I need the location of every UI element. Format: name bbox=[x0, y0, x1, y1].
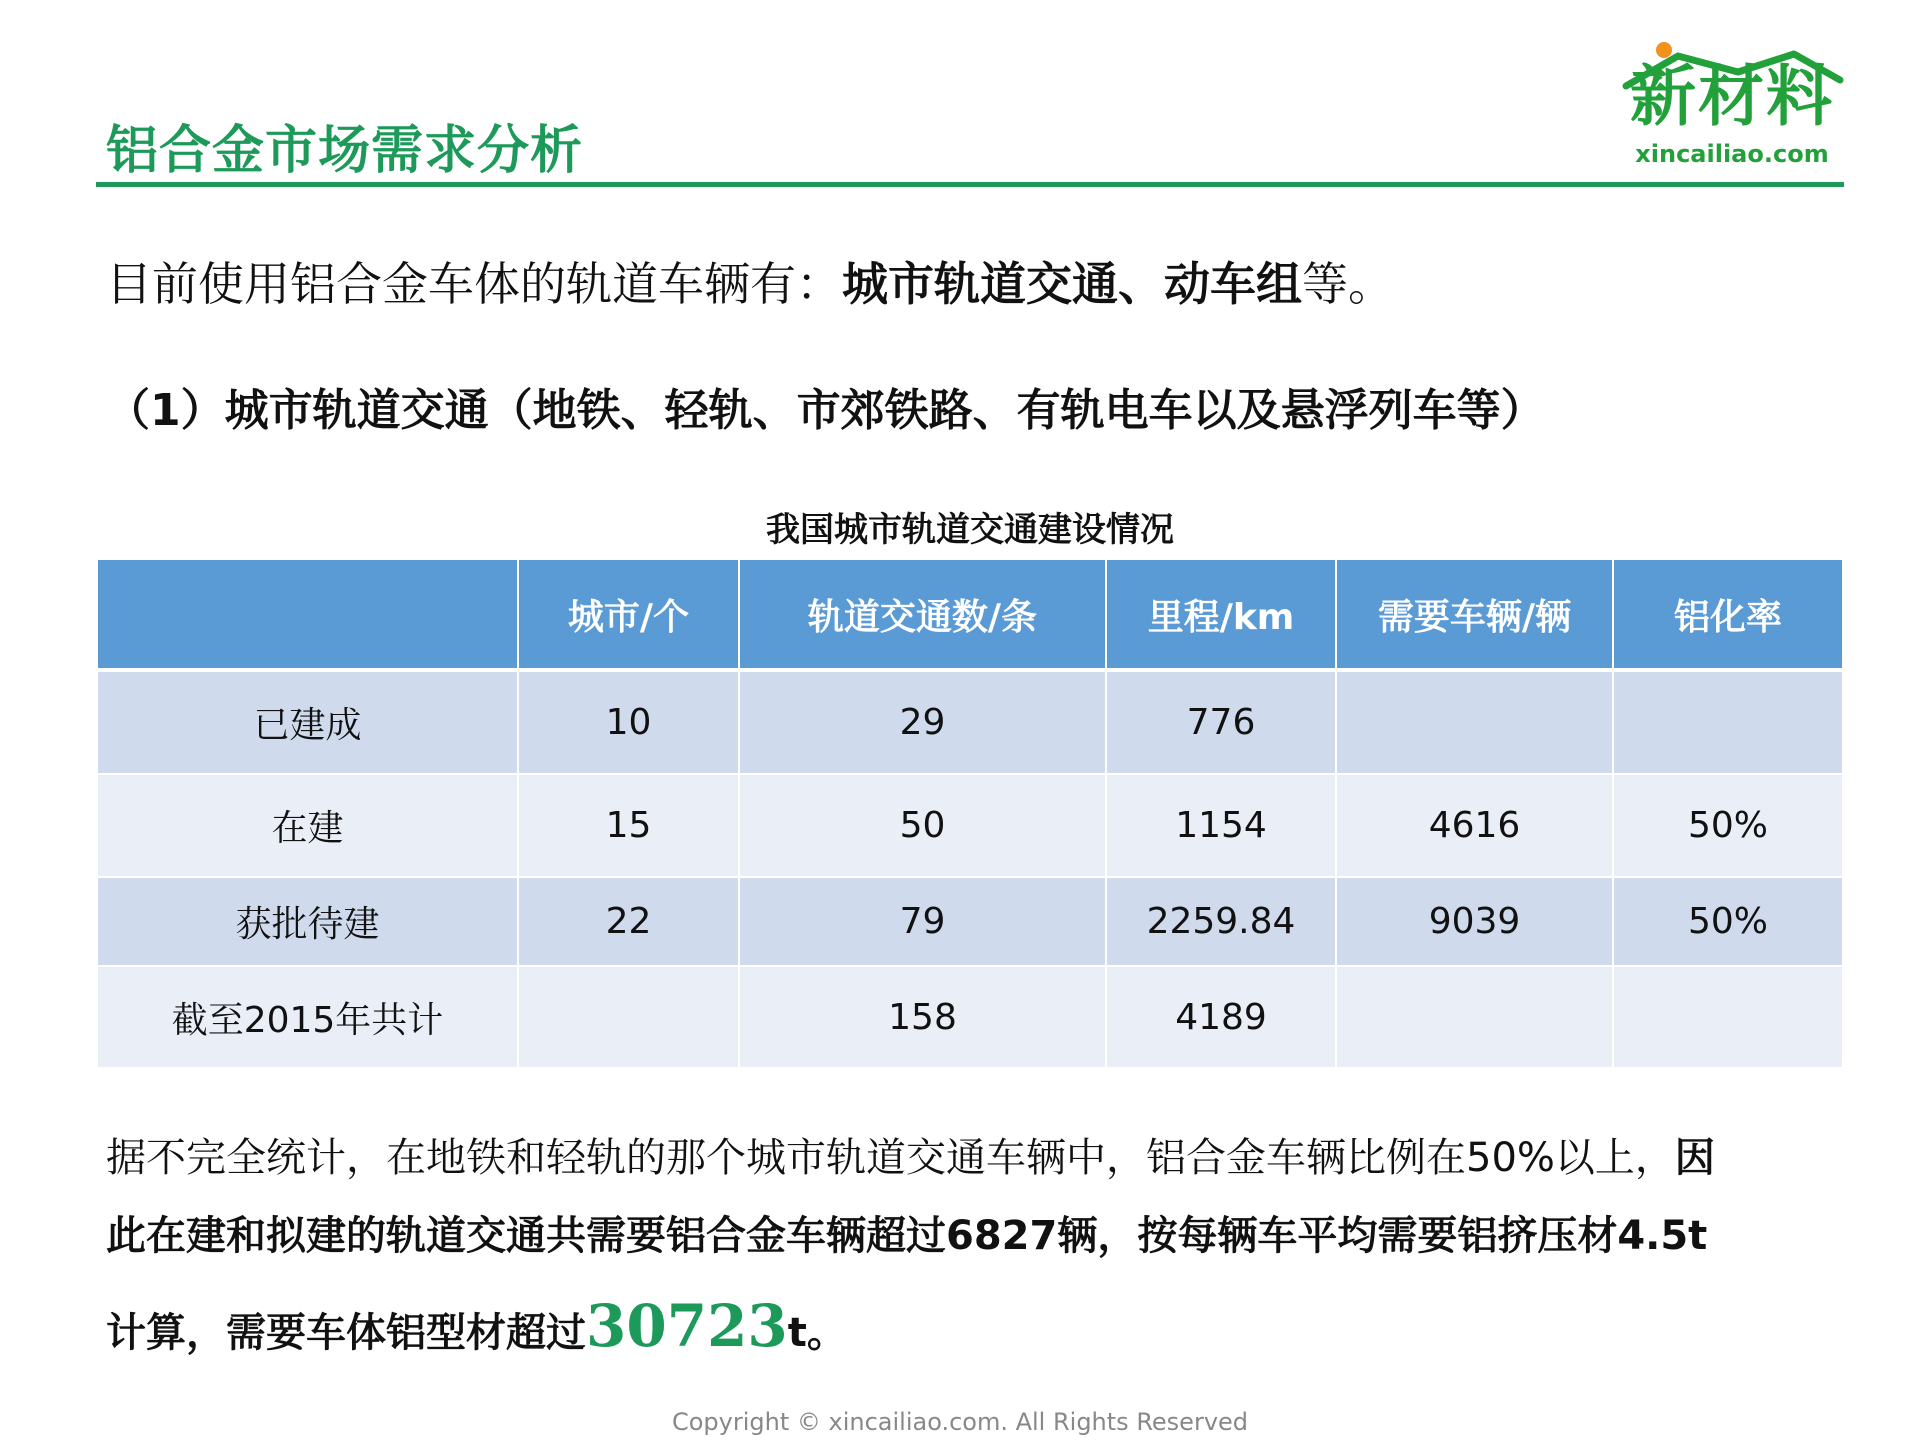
row-label: 获批待建 bbox=[97, 877, 518, 966]
intro-suffix: 等。 bbox=[1302, 257, 1394, 311]
row-label: 在建 bbox=[97, 774, 518, 877]
table-cell bbox=[1613, 670, 1843, 774]
summary-paragraph bbox=[106, 1130, 1836, 1366]
column-header: 轨道交通数/条 bbox=[739, 560, 1106, 670]
paragraph-line-3-prefix: 计算，需要车体铝型材超过 bbox=[106, 1310, 586, 1356]
table-cell: 50% bbox=[1613, 877, 1843, 966]
table-cell: 29 bbox=[739, 670, 1106, 774]
paragraph-line-2: 此在建和拟建的轨道交通共需要铝合金车辆超过6827辆，按每辆车平均需要铝挤压材4.5t bbox=[106, 1213, 1708, 1259]
intro-prefix: 目前使用铝合金车体的轨道车辆有： bbox=[106, 257, 842, 311]
row-label: 截至2015年共计 bbox=[97, 966, 518, 1068]
table-cell: 22 bbox=[518, 877, 739, 966]
table-cell: 158 bbox=[739, 966, 1106, 1068]
page-title: 铝合金市场需求分析 bbox=[106, 121, 584, 181]
paragraph-line-1-text: 据不完全统计，在地铁和轻轨的那个城市轨道交通车辆中，铝合金车辆比例在50%以上， bbox=[106, 1135, 1675, 1181]
highlight-number: 30723 bbox=[586, 1292, 788, 1360]
column-header: 里程/km bbox=[1106, 560, 1336, 670]
table-row bbox=[97, 774, 1843, 877]
paragraph-line-3 bbox=[106, 1286, 1836, 1366]
table-cell: 2259.84 bbox=[1106, 877, 1336, 966]
table-cell: 9039 bbox=[1336, 877, 1613, 966]
section-heading: （1）城市轨道交通（地铁、轻轨、市郊铁路、有轨电车以及悬浮列车等） bbox=[106, 385, 1545, 436]
table-header-row bbox=[97, 560, 1843, 670]
table-caption: 我国城市轨道交通建设情况 bbox=[766, 510, 1174, 550]
table-cell: 50% bbox=[1613, 774, 1843, 877]
construction-table bbox=[96, 560, 1844, 1069]
row-label: 已建成 bbox=[97, 670, 518, 774]
table-cell: 79 bbox=[739, 877, 1106, 966]
column-header bbox=[97, 560, 518, 670]
column-header: 城市/个 bbox=[518, 560, 739, 670]
paragraph-line-3-suffix: t。 bbox=[787, 1310, 847, 1356]
table-cell: 776 bbox=[1106, 670, 1336, 774]
intro-sentence bbox=[106, 248, 1394, 314]
copyright-footer: Copyright © xincailiao.com. All Rights Reserved bbox=[671, 1408, 1249, 1436]
table-cell: 4189 bbox=[1106, 966, 1336, 1068]
table-cell bbox=[1336, 670, 1613, 774]
table-row bbox=[97, 877, 1843, 966]
table-cell: 10 bbox=[518, 670, 739, 774]
paragraph-line-1 bbox=[106, 1130, 1836, 1208]
table-cell bbox=[1336, 966, 1613, 1068]
table-cell bbox=[518, 966, 739, 1068]
table-row bbox=[97, 966, 1843, 1068]
logo-url: xincailiao.com bbox=[1635, 140, 1829, 168]
table-row bbox=[97, 670, 1843, 774]
paragraph-line-1-bold: 因 bbox=[1674, 1135, 1715, 1181]
table-cell: 4616 bbox=[1336, 774, 1613, 877]
column-header: 铝化率 bbox=[1613, 560, 1843, 670]
intro-highlight: 城市轨道交通、动车组 bbox=[842, 257, 1302, 311]
column-header: 需要车辆/辆 bbox=[1336, 560, 1613, 670]
table-cell: 1154 bbox=[1106, 774, 1336, 877]
title-divider bbox=[96, 182, 1844, 187]
logo-wordmark: 新材料 bbox=[1630, 58, 1834, 135]
table-cell bbox=[1613, 966, 1843, 1068]
table-cell: 15 bbox=[518, 774, 739, 877]
table-cell: 50 bbox=[739, 774, 1106, 877]
xincailiao-logo bbox=[1618, 42, 1848, 172]
